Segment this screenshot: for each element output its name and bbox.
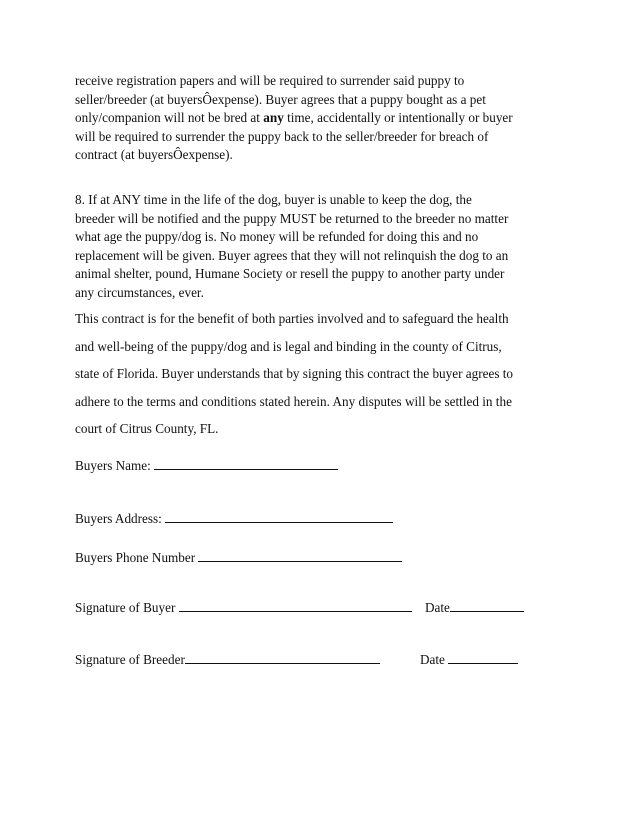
buyers-phone-label: Buyers Phone Number xyxy=(75,550,199,565)
clause-line: 8. If at ANY time in the life of the dog, buyer is unable to keep the dog, the xyxy=(75,192,472,207)
buyers-name-row xyxy=(75,457,338,474)
buyer-date-label: Date xyxy=(425,600,450,615)
clause-text: expense). Buyer agrees that a puppy bought as a pet xyxy=(211,91,486,107)
clause-line: will be required to surrender the puppy back to the seller/breeder for breach of xyxy=(75,128,489,144)
buyer-date-field[interactable] xyxy=(450,599,524,612)
breeder-date-field[interactable] xyxy=(448,651,518,664)
contract-clause-continued xyxy=(75,72,575,165)
buyers-address-row xyxy=(75,510,393,527)
buyer-date-group xyxy=(425,599,524,616)
paragraph-line: and well-being of the puppy/dog and is legal and binding in the county of Citrus, xyxy=(75,338,502,354)
buyers-address-field[interactable] xyxy=(165,510,393,523)
buyer-signature-label: Signature of Buyer xyxy=(75,600,179,615)
breeder-signature-row xyxy=(75,651,555,668)
encoding-glyph: Ô xyxy=(173,147,183,163)
clause-line: replacement will be given. Buyer agrees that they will not relinquish the dog to an xyxy=(75,247,509,263)
clause-text: seller/breeder (at buyers xyxy=(75,91,203,107)
clause-line: breeder will be notified and the puppy MUST be returned to the breeder no matter xyxy=(75,210,509,226)
clause-line xyxy=(75,91,575,110)
buyers-phone-row xyxy=(75,549,402,566)
paragraph-line: This contract is for the benefit of both parties involved and to safeguard the health xyxy=(75,311,509,326)
buyer-signature-field[interactable] xyxy=(179,599,412,612)
clause-line: what age the puppy/dog is. No money will be refunded for doing this and no xyxy=(75,229,479,245)
contract-clause-8 xyxy=(75,191,575,303)
clause-text: time, accidentally or intentionally or buyer xyxy=(283,110,513,126)
clause-line: animal shelter, pound, Humane Society or resell the puppy to another party under xyxy=(75,266,505,282)
clause-line: any circumstances, ever. xyxy=(75,284,204,300)
clause-line xyxy=(75,146,575,165)
buyer-signature-row xyxy=(75,599,555,616)
clause-text: contract (at buyers xyxy=(75,147,174,163)
paragraph-line: court of Citrus County, FL. xyxy=(75,421,219,436)
buyers-phone-field[interactable] xyxy=(198,549,402,562)
paragraph-line: adhere to the terms and conditions stated herein. Any disputes will be settled in the xyxy=(75,393,512,409)
buyers-address-label: Buyers Address: xyxy=(75,511,166,526)
clause-line xyxy=(75,109,575,128)
breeder-date-group xyxy=(420,651,518,668)
clause-text: expense). xyxy=(182,147,233,163)
buyers-name-field[interactable] xyxy=(154,457,338,470)
clause-line: receive registration papers and will be required to surrender said puppy to xyxy=(75,73,465,88)
encoding-glyph: Ô xyxy=(202,91,212,107)
buyers-name-label: Buyers Name: xyxy=(75,458,155,473)
emphasis-any: any xyxy=(263,110,284,126)
clause-text: only/companion will not be bred at xyxy=(75,110,264,126)
contract-jurisdiction-paragraph xyxy=(75,305,575,443)
breeder-signature-field[interactable] xyxy=(185,651,380,664)
breeder-signature-label: Signature of Breeder xyxy=(75,652,185,667)
paragraph-line: state of Florida. Buyer understands that by signing this contract the buyer agrees to xyxy=(75,366,514,381)
breeder-date-label: Date xyxy=(420,652,449,667)
